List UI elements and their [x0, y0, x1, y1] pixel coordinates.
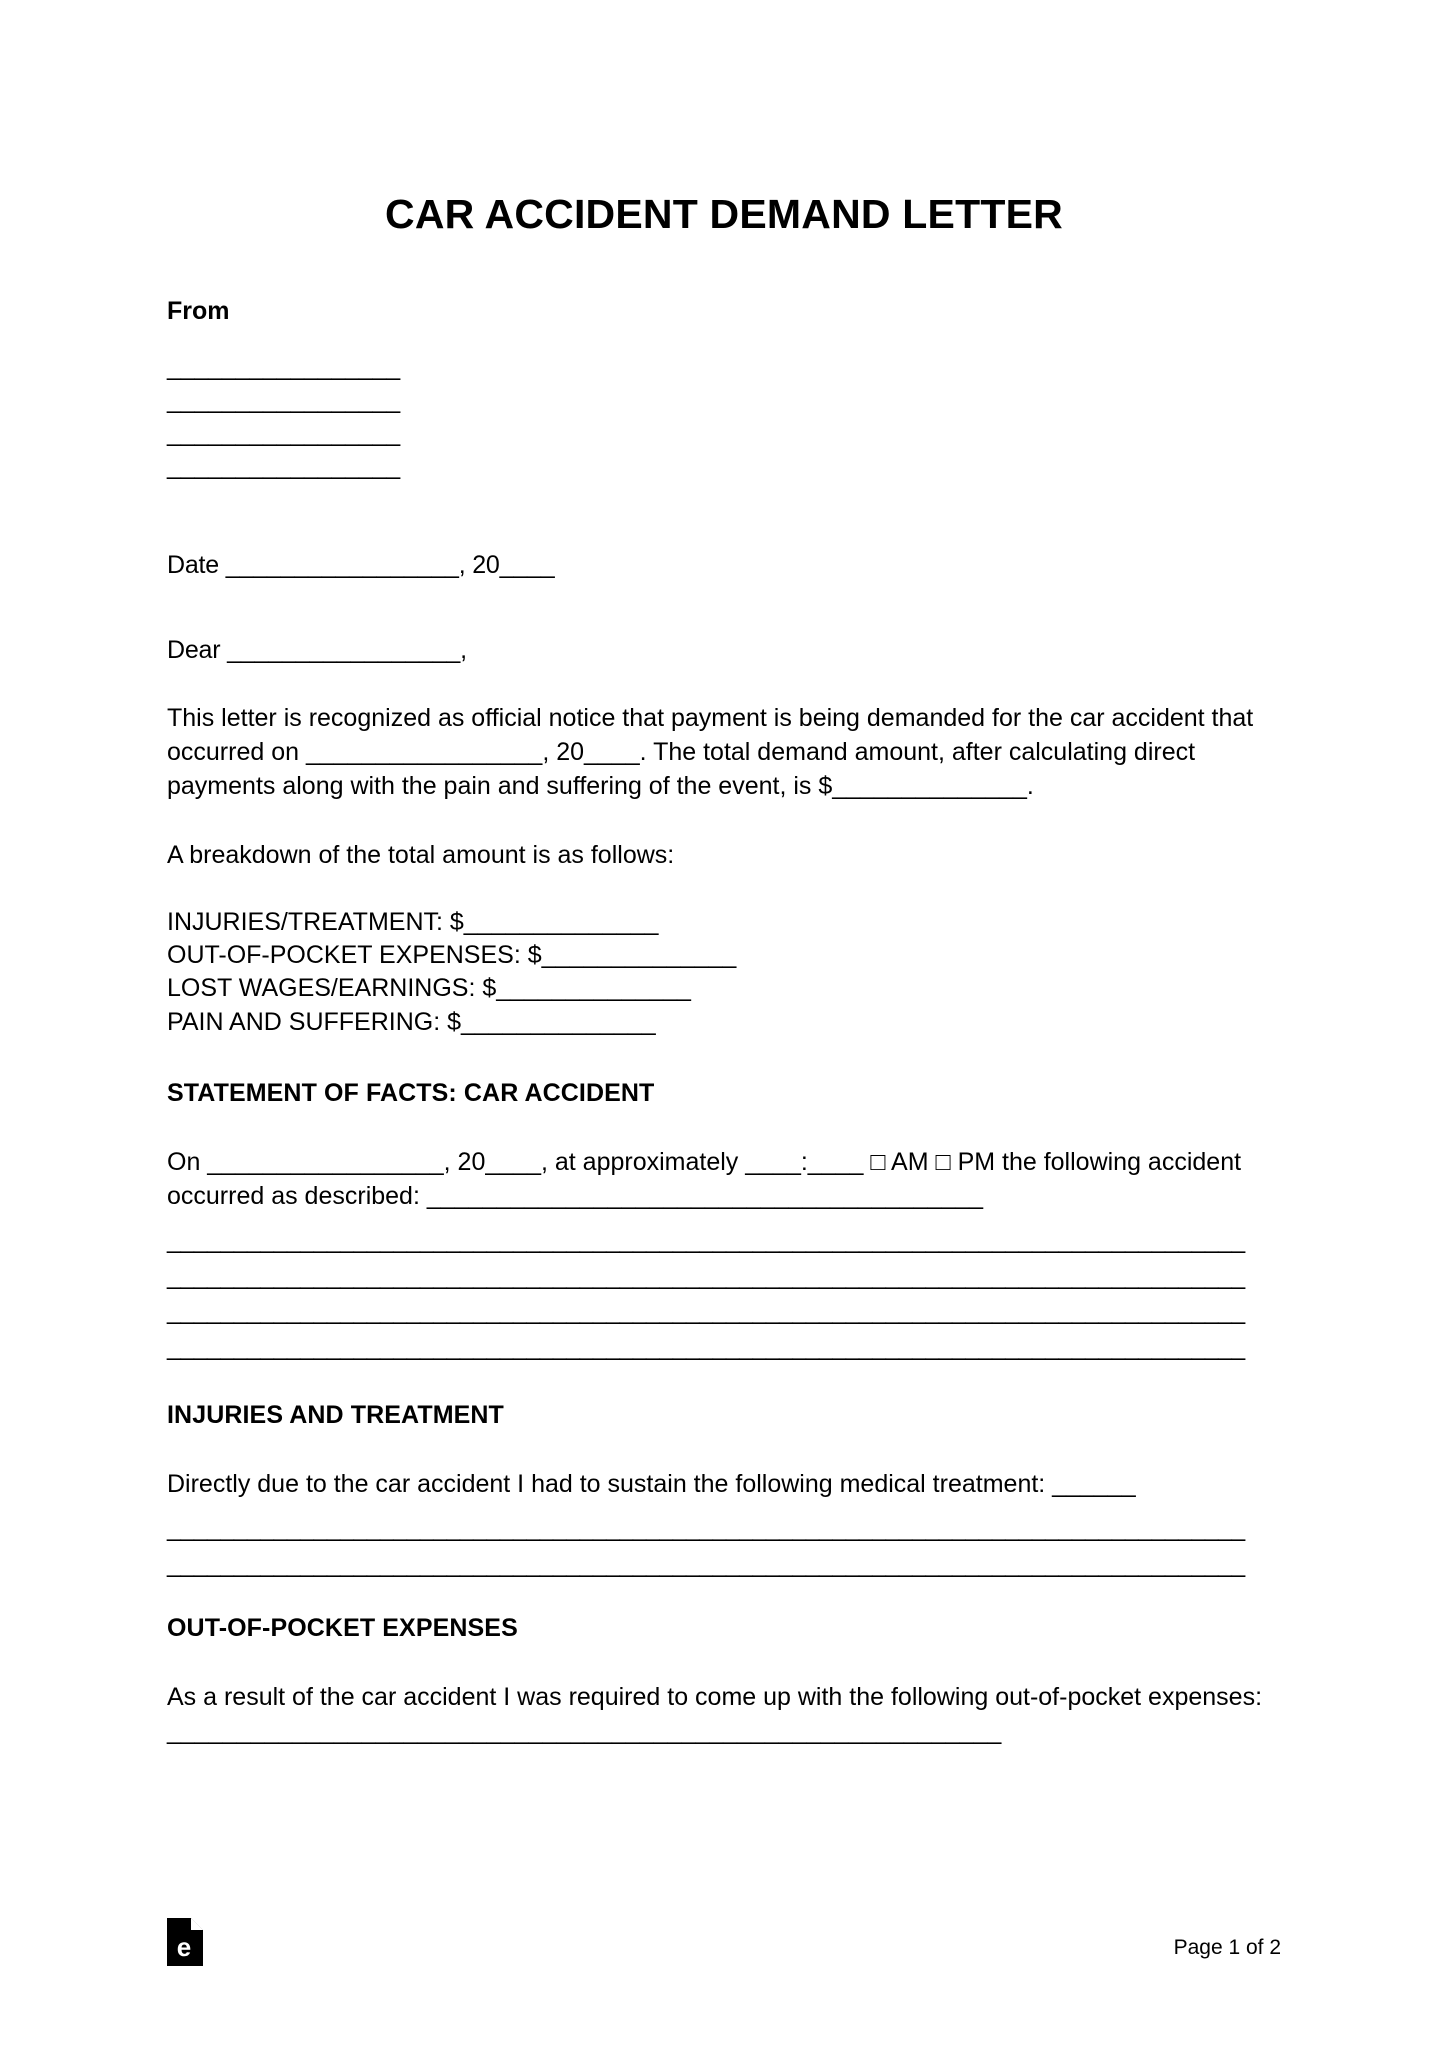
breakdown-list — [167, 906, 1281, 1039]
blank-write-in-line[interactable]: _________________________________________________________________________________ — [167, 1226, 1245, 1255]
checkbox-am-icon[interactable]: □ — [870, 1147, 886, 1176]
spacer-text — [951, 1148, 958, 1176]
section-heading-injuries-and-treatment: INJURIES AND TREATMENT — [167, 1401, 504, 1430]
statement-text-after-pm[interactable]: the following accident occurred as described: ________________________________________ — [167, 1147, 1242, 1210]
spacer — [167, 1111, 1281, 1145]
spacer — [167, 1582, 1281, 1612]
salutation-field-line[interactable]: Dear _________________, — [167, 635, 467, 664]
blank-write-in-line[interactable]: _________________________________________________________________________________ — [167, 1514, 1245, 1543]
injuries-paragraph[interactable]: Directly due to the car accident I had to sustain the following medical treatment: ______ — [167, 1469, 1136, 1498]
injuries-blank-lines — [167, 1511, 1281, 1582]
list-item[interactable]: INJURIES/TREATMENT: $______________ — [167, 907, 659, 936]
page-number: Page 1 of 2 — [1173, 1935, 1281, 1959]
document-body — [167, 168, 1281, 1748]
spacer — [167, 667, 1281, 701]
statement-blank-lines — [167, 1223, 1281, 1365]
spacer — [167, 1646, 1281, 1680]
checkbox-pm-icon[interactable]: □ — [935, 1147, 951, 1176]
breakdown-lead-text: A breakdown of the total amount is as follows: — [167, 840, 675, 869]
spacer-text — [929, 1148, 936, 1176]
date-field-line[interactable]: Date _________________, 20____ — [167, 550, 555, 579]
section-heading-statement-of-facts: STATEMENT OF FACTS: CAR ACCIDENT — [167, 1078, 655, 1107]
spacer — [167, 1501, 1281, 1511]
am-text: AM — [891, 1147, 929, 1176]
pm-text: PM — [957, 1147, 996, 1176]
intro-paragraph: This letter is recognized as official notice that payment is being demanded for the car accident that occurred on _________________, 20____. The total demand amount, after calculating direct payments along with the pain and suffering of the event, is $______________. — [167, 703, 1254, 801]
from-label: From — [167, 297, 230, 326]
from-address-line-1[interactable]: _________________ — [167, 352, 400, 381]
from-address-line-4[interactable]: _________________ — [167, 451, 400, 480]
list-item[interactable]: PAIN AND SUFFERING: $______________ — [167, 1007, 656, 1036]
spacer — [167, 1433, 1281, 1467]
spacer — [167, 1365, 1281, 1399]
spacer — [167, 483, 1281, 549]
spacer — [167, 872, 1281, 906]
from-address-block — [167, 351, 1281, 483]
spacer — [167, 582, 1281, 634]
blank-write-in-line[interactable]: _________________________________________________________________________________ — [167, 1332, 1245, 1361]
spacer — [167, 1213, 1281, 1223]
from-address-line-3[interactable]: _________________ — [167, 418, 400, 447]
svg-text:e: e — [176, 1932, 192, 1962]
spacer — [167, 804, 1281, 838]
spacer — [167, 329, 1281, 351]
out-of-pocket-paragraph[interactable]: As a result of the car accident I was required to come up with the following out-of-pocket expenses: ____________________________________________________________ — [167, 1682, 1263, 1746]
blank-write-in-line[interactable]: _________________________________________________________________________________ — [167, 1297, 1245, 1326]
page-footer — [167, 1906, 1281, 1966]
statement-text-before-am: On _________________, 20____, at approximately ____:____ — [167, 1147, 871, 1176]
eforms-logo — [167, 1918, 203, 1966]
blank-write-in-line[interactable]: _________________________________________________________________________________ — [167, 1261, 1245, 1290]
spacer — [167, 1039, 1281, 1077]
list-item[interactable]: LOST WAGES/EARNINGS: $______________ — [167, 974, 691, 1003]
statement-of-facts-paragraph — [167, 1145, 1281, 1214]
list-item[interactable]: OUT-OF-POCKET EXPENSES: $______________ — [167, 941, 737, 970]
from-address-line-2[interactable]: _________________ — [167, 385, 400, 414]
page-title: CAR ACCIDENT DEMAND LETTER — [385, 191, 1063, 237]
spacer — [167, 239, 1281, 295]
section-heading-out-of-pocket-expenses: OUT-OF-POCKET EXPENSES — [167, 1614, 518, 1643]
blank-write-in-line[interactable]: _________________________________________________________________________________ — [167, 1549, 1245, 1578]
